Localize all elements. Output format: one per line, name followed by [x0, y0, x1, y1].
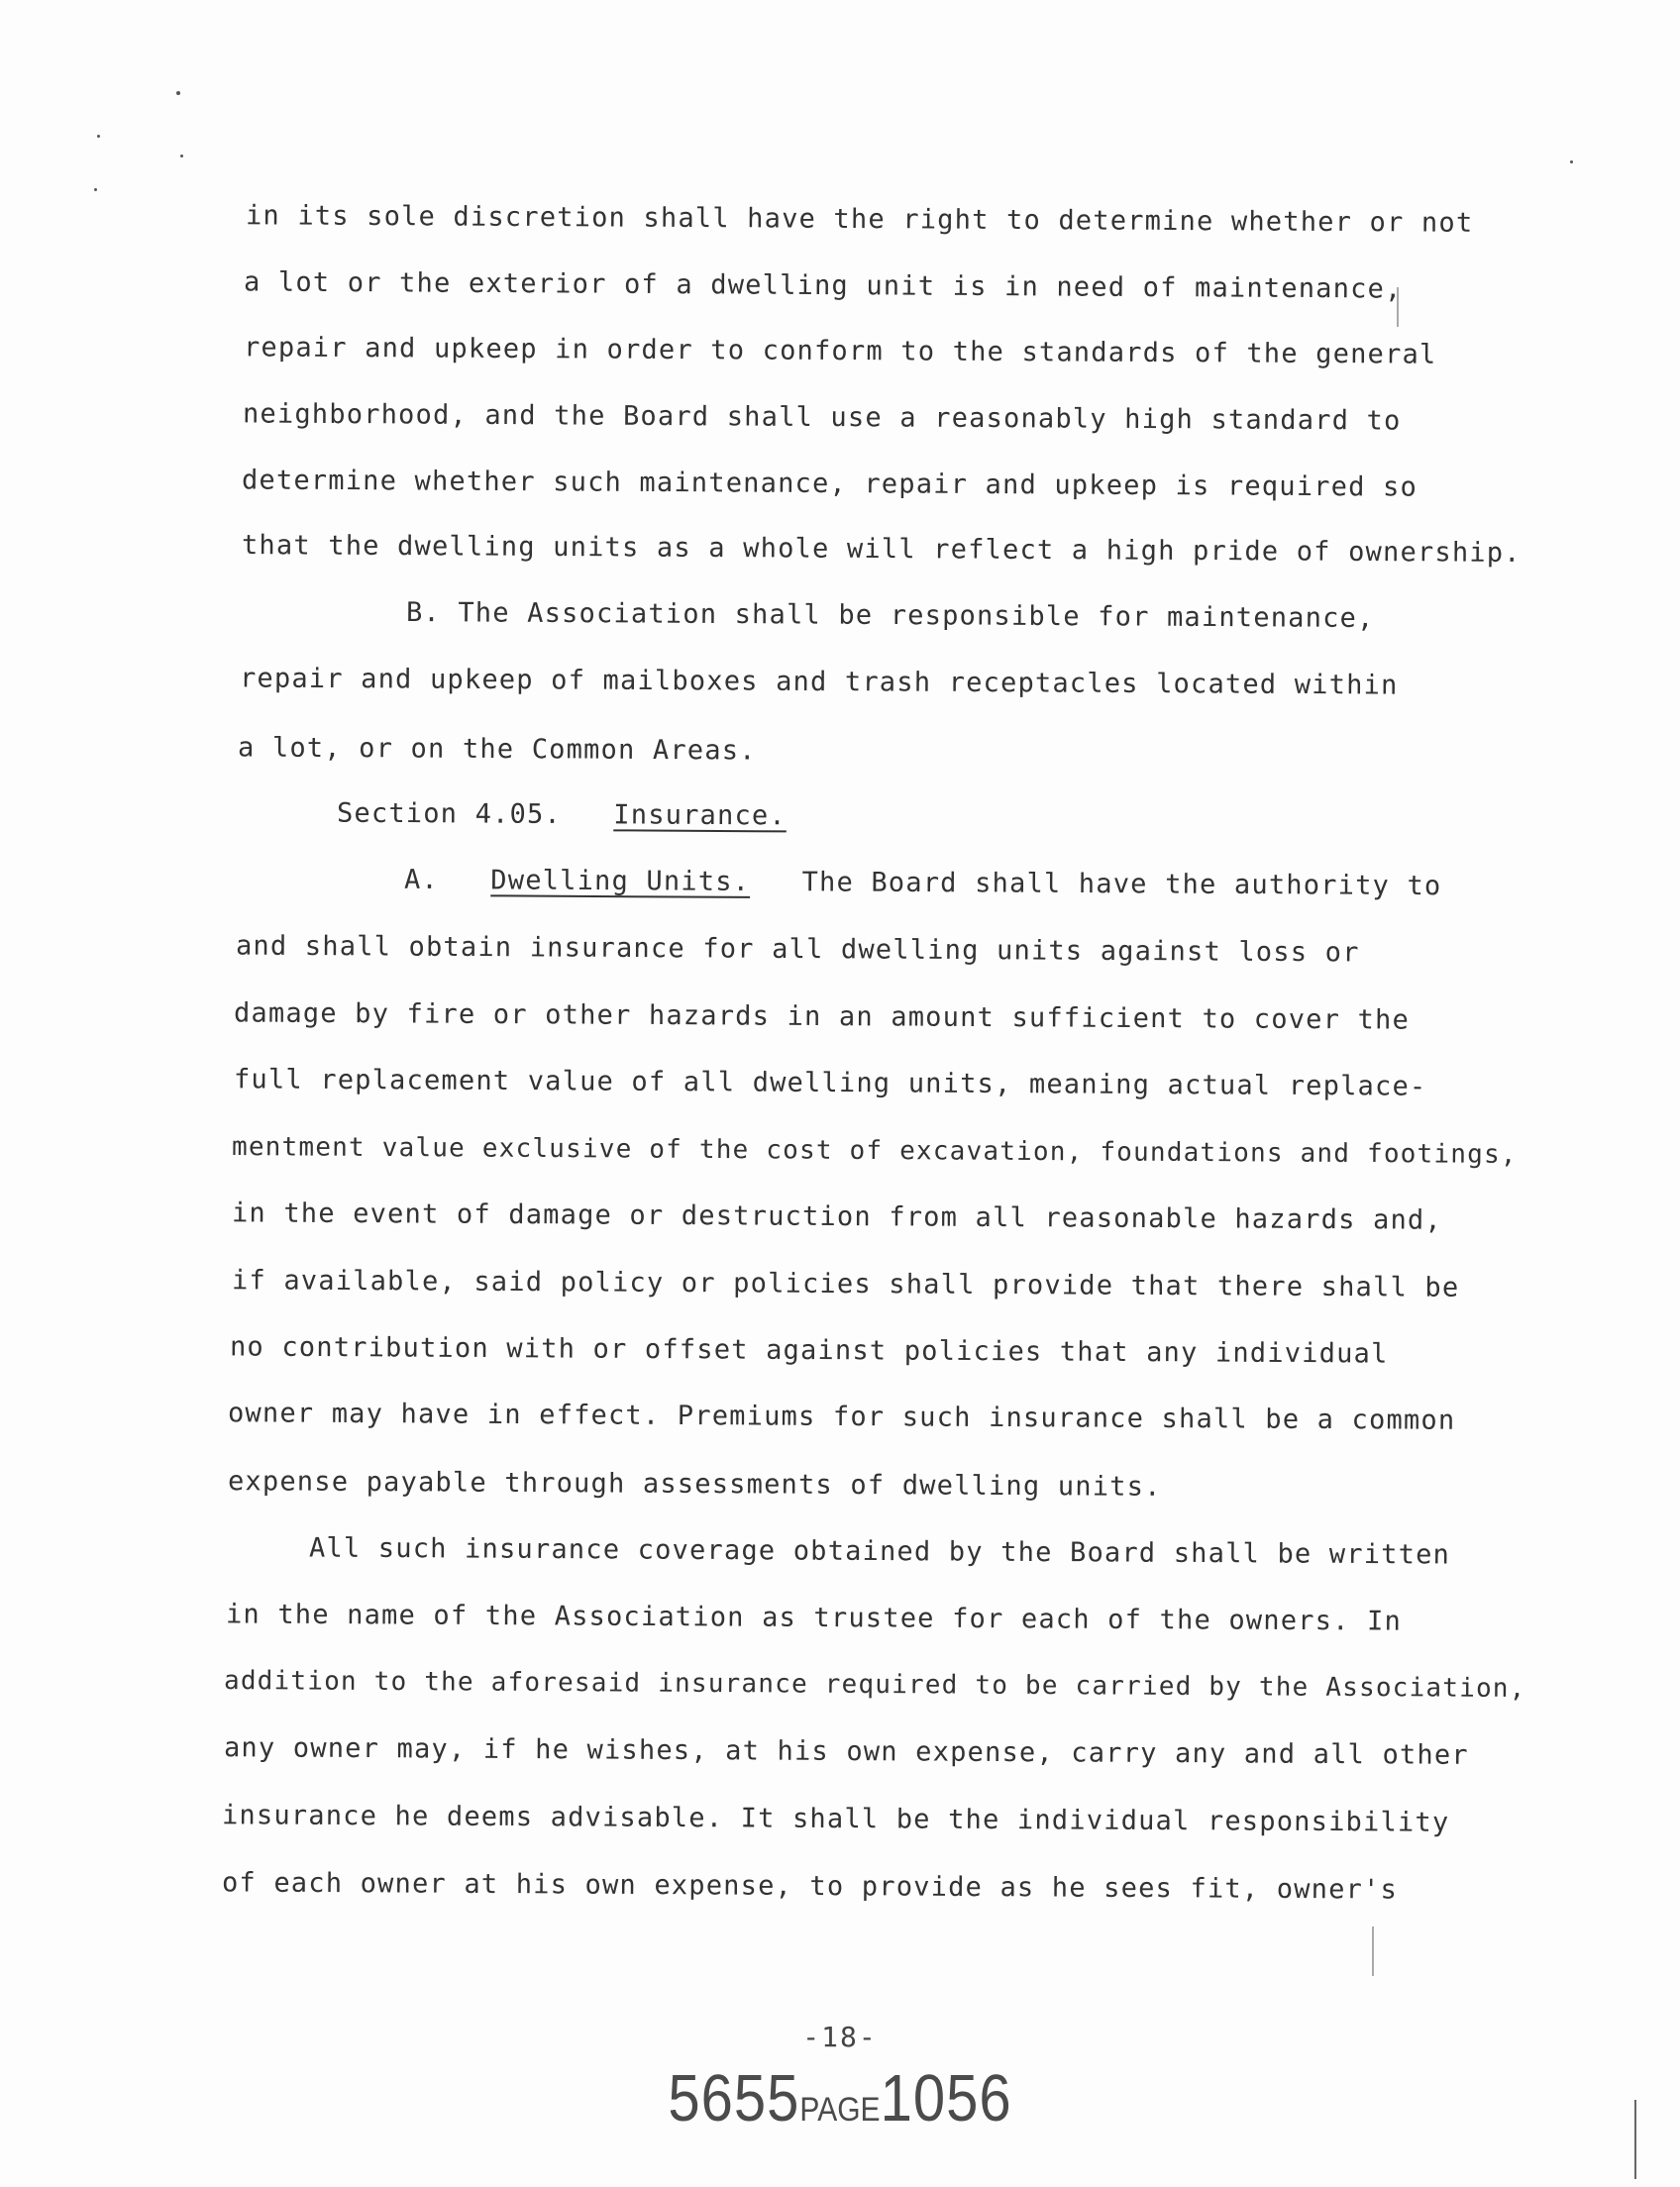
body-line: no contribution with or offset against policies that any individual — [229, 1331, 1389, 1370]
section-number: Section 4.05. — [336, 797, 563, 830]
stamp-book: 5655 — [668, 2061, 800, 2135]
subsection-a-line — [404, 864, 1442, 903]
scan-speck — [180, 155, 183, 157]
body-line: that the dwelling units as a whole will reflect a high pride of ownership. — [241, 530, 1522, 569]
body-line: any owner may, if he wishes, at his own expense, carry any and all other — [223, 1732, 1469, 1771]
body-line: in its sole discretion shall have the right to determine whether or not — [245, 200, 1474, 239]
body-line: damage by fire or other hazards in an amount sufficient to cover the — [233, 997, 1411, 1036]
body-line: a lot or the exterior of a dwelling unit is in need of maintenance, — [243, 266, 1403, 305]
body-line: neighborhood, and the Board shall use a reasonably high standard to — [242, 398, 1402, 437]
body-line: in the name of the Association as trustee for each of the owners. In — [225, 1599, 1403, 1637]
subsection-title: Dwelling Units. — [490, 865, 751, 897]
body-line: expense payable through assessments of dwelling units. — [227, 1466, 1162, 1503]
scan-speck — [176, 91, 180, 95]
body-line: mentment value exclusive of the cost of excavation, foundations and footings, — [231, 1132, 1518, 1170]
body-line: and shall obtain insurance for all dwelling units against loss or — [235, 930, 1360, 969]
stamp-page-label: PAGE — [799, 2091, 881, 2129]
body-line: B. The Association shall be responsible for maintenance, — [405, 597, 1375, 634]
body-line: insurance he deems advisable. It shall be the individual responsibility — [221, 1800, 1450, 1838]
body-line: owner may have in effect. Premiums for such insurance shall be a common — [227, 1398, 1456, 1436]
scan-speck — [1570, 160, 1573, 163]
subsection-marker: A. — [403, 864, 440, 896]
section-heading — [337, 797, 787, 834]
recording-stamp — [0, 2060, 1680, 2136]
page-number: -18- — [802, 2021, 878, 2053]
stamp-page: 1056 — [880, 2061, 1012, 2135]
subsection-text: The Board shall have the authority to — [801, 867, 1442, 902]
body-line: repair and upkeep in order to conform to the standards of the general — [243, 332, 1437, 370]
body-line: of each owner at his own expense, to provide as he sees fit, owner's — [221, 1867, 1399, 1906]
body-line: a lot, or on the Common Areas. — [237, 732, 757, 767]
body-line: if available, said policy or policies shall provide that there shall be — [231, 1265, 1460, 1303]
body-line: repair and upkeep of mailboxes and trash receptacles located within — [239, 663, 1399, 701]
section-title: Insurance. — [613, 799, 787, 832]
body-line: All such insurance coverage obtained by the Board shall be written — [308, 1532, 1451, 1571]
scan-speck — [97, 135, 100, 138]
body-line: full replacement value of all dwelling units, meaning actual replace- — [233, 1064, 1427, 1102]
body-line: determine whether such maintenance, repair and upkeep is required so — [241, 465, 1418, 503]
scan-speck — [94, 188, 97, 191]
body-line: in the event of damage or destruction from all reasonable hazards and, — [231, 1198, 1442, 1236]
body-line: addition to the aforesaid insurance required to be carried by the Association, — [223, 1665, 1526, 1705]
scan-edge-mark — [1372, 1927, 1374, 1976]
